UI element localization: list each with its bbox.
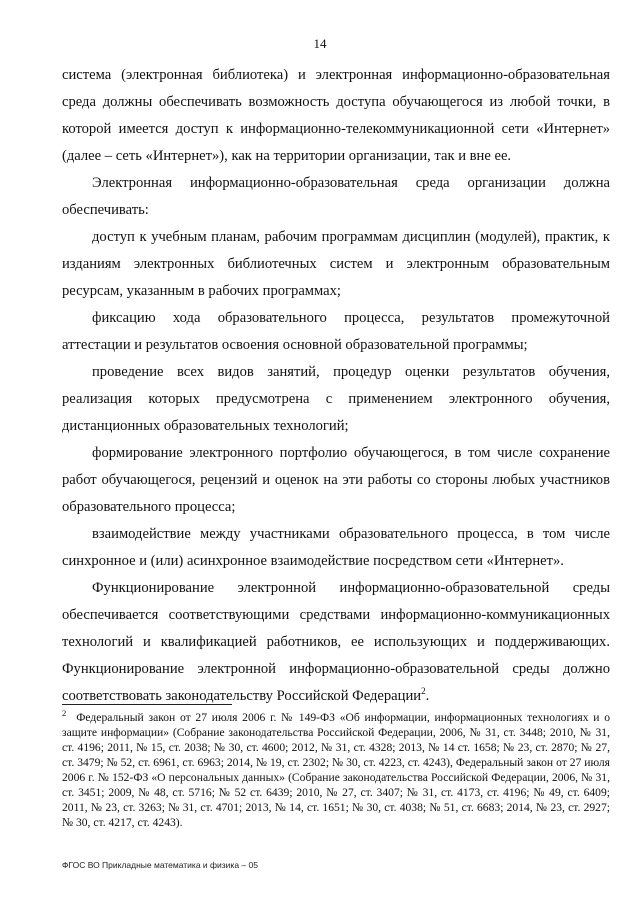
paragraph: Электронная информационно-образовательная среда организации должна обеспечивать: — [62, 175, 610, 218]
paragraph: Функционирование электронной информационно-образовательной среды обеспечивается соответствующими средствами информационно-коммуникационных технологий и квалификацией работников, ее использующих и поддерживающих. Функционирование электронной информационно-образовательной среды должно соответствовать законодательству Российской Федерации$^2$. — [62, 580, 610, 704]
list-item: взаимодействие между участниками образовательного процесса, в том числе синхронное и (или) асинхронное взаимодействие посредством сети «Интернет». — [62, 526, 610, 569]
list-item: фиксацию хода образовательного процесса, результатов промежуточной аттестации и результатов освоения основной образовательной программы; — [62, 310, 610, 353]
list-item: доступ к учебным планам, рабочим программам дисциплин (модулей), практик, к изданиям электронных библиотечных систем и электронным образовательным ресурсам, указанным в рабочих программах; — [62, 229, 610, 299]
footnote — [62, 710, 610, 830]
paragraph: система (электронная библиотека) и электронная информационно-образовательная среда должны обеспечивать возможность доступа обучающегося из любой точки, в которой имеется доступ к информационно-телекоммуникационной сети «Интернет» (далее – сеть «Интернет»), как на территории организации, так и вне ее. — [62, 67, 610, 164]
footnote-divider — [62, 704, 232, 705]
page-number: 14 — [313, 36, 327, 51]
paragraph-text: Функционирование электронной информационно-образовательной среды обеспечивается соответствующими средствами информационно-коммуникационных технологий и квалификацией работников, ее использующих и поддерживающих. Функционирование электронной информационно-образовательной среды должно соответствовать законодательству Российской Федерации — [62, 580, 610, 704]
footnote-text: Федеральный закон от 27 июля 2006 г. № 149-ФЗ «Об информации, информационных технологиях и о защите информации» (Собрание законодательства Российской Федерации, 2006, № 31, ст. 3448; 2010, № 31, ст. 4196; 2011, № 15, ст. 2038; № 30, ст. 4600; 2012, № 31, ст. 4328; 2013, № 14 ст. 1658; № 23, ст. 2870; № 27, ст. 3479; № 52, ст. 6961, ст. 6963; 2014, № 19, ст. 2302; № 30, ст. 4223, ст. 4243), Федеральный закон от 27 июля 2006 г. № 152-ФЗ «О персональных данных» (Собрание законодательства Российской Федерации, 2006, № 31, ст. 3451; 2009, № 48, ст. 5716; № 52 ст. 6439; 2010, № 27, ст. 3407; № 31, ст. 4173, ст. 4196; № 49, ст. 6409; 2011, № 23, ст. 3263; № 31, ст. 4701; 2013, № 14, ст. 1651; № 30, ст. 4038; № 51, ст. 6683; 2014, № 23, ст. 2927; № 30, ст. 4217, ст. 4243). — [62, 711, 610, 829]
footnote-mark: 2 — [62, 708, 67, 719]
body-text — [62, 62, 610, 710]
footnote-reference[interactable]: 2 — [421, 686, 426, 697]
page-footer: ФГОС ВО Прикладные математика и физика – 05 — [62, 860, 258, 870]
list-item: проведение всех видов занятий, процедур оценки результатов обучения, реализация которых предусмотрена с применением электронного обучения, дистанционных образовательных технологий; — [62, 364, 610, 434]
list-item: формирование электронного портфолио обучающегося, в том числе сохранение работ обучающегося, рецензий и оценок на эти работы со стороны любых участников образовательного процесса; — [62, 445, 610, 515]
